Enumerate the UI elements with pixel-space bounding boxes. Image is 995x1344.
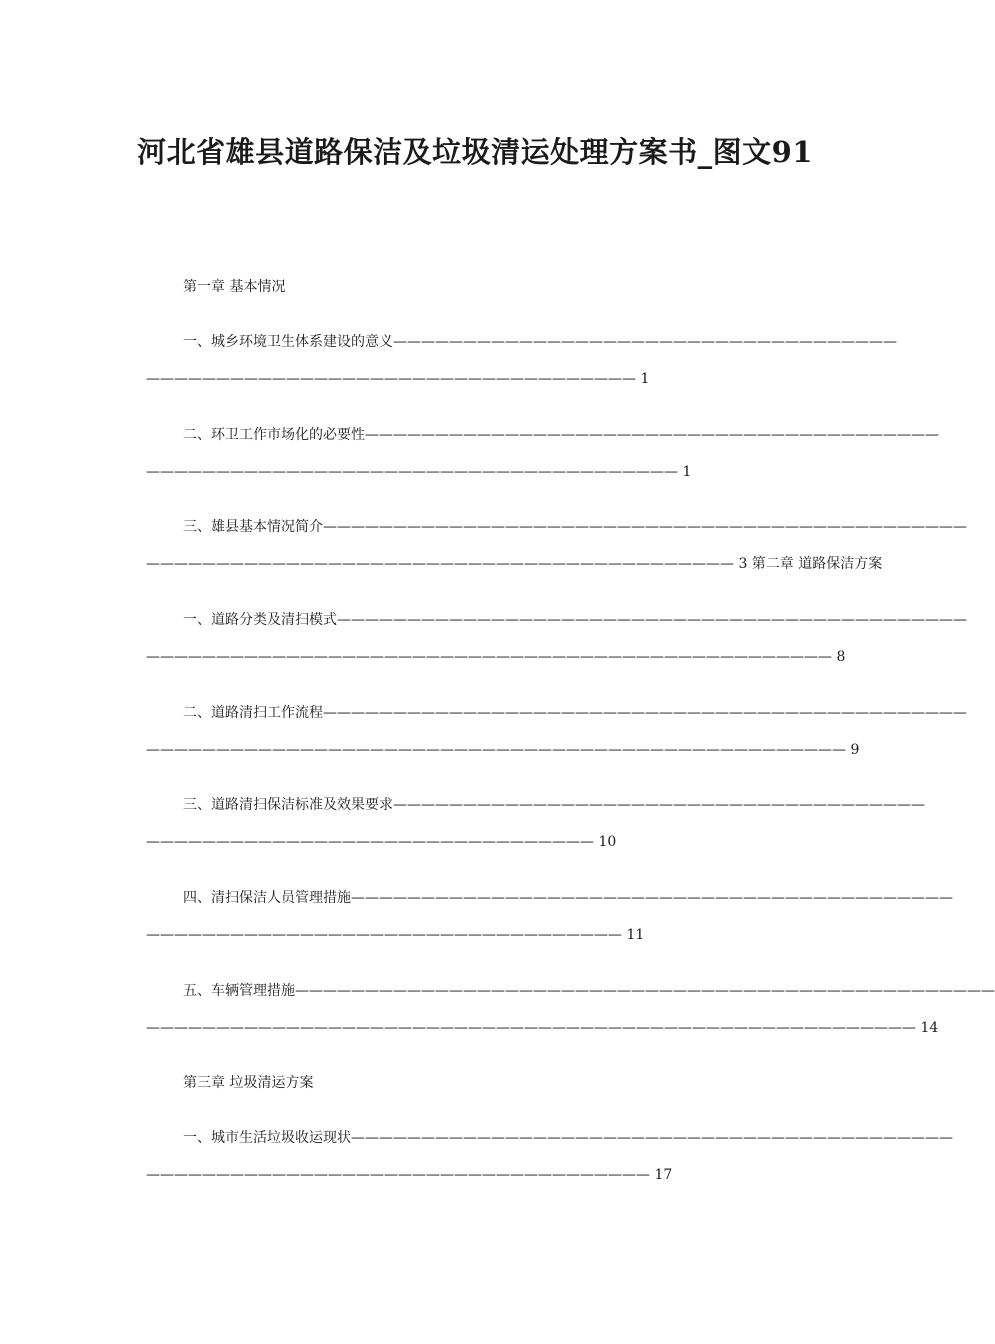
toc-entry: 一、城乡环境卫生体系建设的意义———————————————————————————————————— <box>183 334 897 350</box>
toc-entry: 五、车辆管理措施—————————————————————————————————————————————————— <box>183 983 995 999</box>
toc-entry: 四、清扫保洁人员管理措施——————————————————————————————————————————— <box>183 890 953 906</box>
toc-entry-continuation: —————————————————————————————————————————————————— 9 <box>146 742 860 758</box>
toc-entry: 一、道路分类及清扫模式————————————————————————————————————————————— <box>183 612 967 628</box>
toc-entry: 二、环卫工作市场化的必要性————————————————————————————————————————— <box>183 427 939 443</box>
toc-entry-continuation: ——————————————————————————————————————————————————————— 14 <box>146 1020 939 1036</box>
chapter-heading: 第三章 垃圾清运方案 <box>183 1075 314 1091</box>
toc-entry: 一、城市生活垃圾收运现状——————————————————————————————————————————— <box>183 1130 953 1146</box>
toc-entry-continuation: ——————————————————————————————————— 1 <box>146 371 650 387</box>
toc-entry: 三、道路清扫保洁标准及效果要求—————————————————————————————————————— <box>183 797 925 813</box>
toc-entry-continuation: —————————————————————————————————————— 1 <box>146 464 692 480</box>
toc-entry: 三、雄县基本情况简介—————————————————————————————————————————————— <box>183 519 967 535</box>
toc-entry-continuation: ———————————————————————————————————— 17 <box>146 1167 673 1183</box>
toc-entry-continuation: —————————————————————————————————— 11 <box>146 927 645 943</box>
document-title: 河北省雄县道路保洁及垃圾清运处理方案书_图文91 <box>137 135 813 169</box>
chapter-heading: 第一章 基本情况 <box>183 279 286 295</box>
toc-entry-continuation: ———————————————————————————————— 10 <box>146 834 617 850</box>
toc-entry: 二、道路清扫工作流程—————————————————————————————————————————————— <box>183 705 967 721</box>
toc-entry-continuation: —————————————————————————————————————————— 3 第二章 道路保洁方案 <box>146 556 883 572</box>
toc-entry-continuation: ————————————————————————————————————————————————— 8 <box>146 649 846 665</box>
